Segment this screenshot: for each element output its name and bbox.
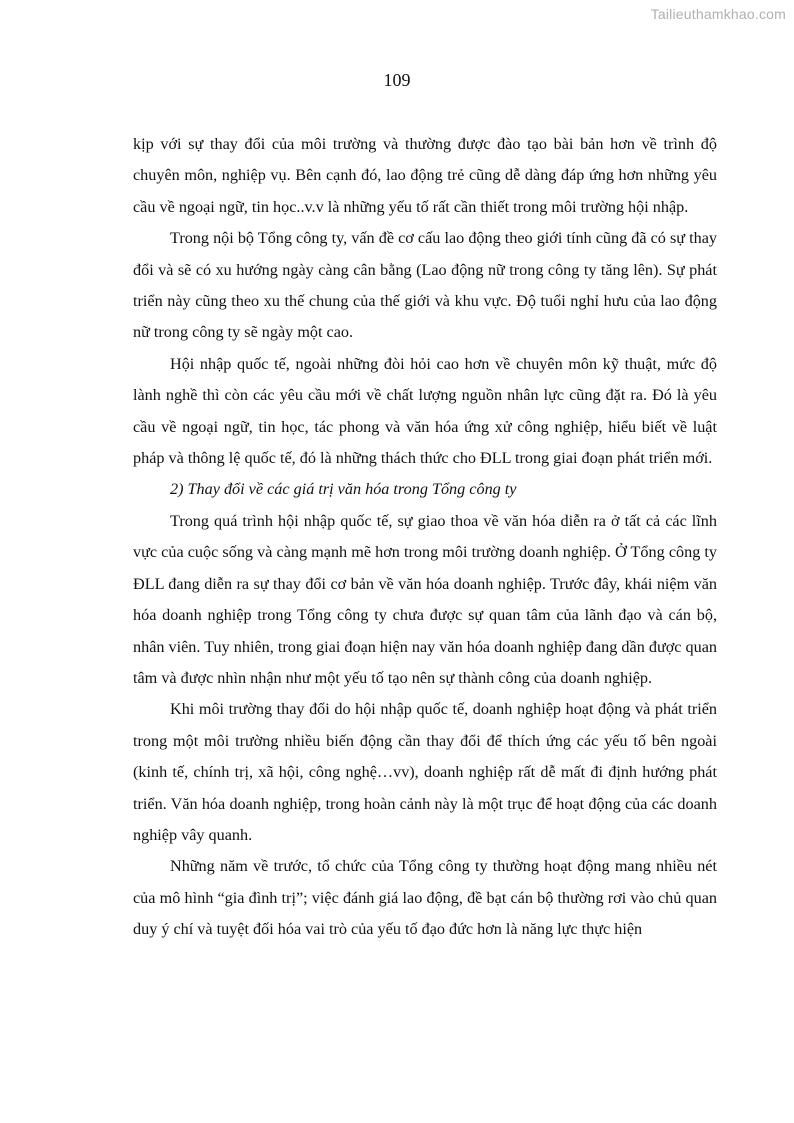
paragraph-integration-requirements: Hội nhập quốc tế, ngoài những đòi hỏi cao hơn về chuyên môn kỹ thuật, mức độ lành nghề thì còn các yêu cầu mới về chất lượng nguồn nhân lực cũng đặt ra. Đó là yêu cầu về ngoại ngữ, tin học, tác phong và văn hóa ứng xử công nghiệp, hiểu biết về luật pháp và thông lệ quốc tế, đó là những thách thức cho ĐLL trong giai đoạn phát triển mới.: [133, 354, 717, 468]
section-heading: 2) Thay đổi về các giá trị văn hóa trong Tổng công ty: [170, 480, 517, 499]
paragraph-past-organization: Những năm về trước, tổ chức của Tổng công ty thường hoạt động mang nhiều nét của mô hình “gia đình trị”; việc đánh giá lao động, đề bạt cán bộ thường rơi vào chủ quan duy ý chí và tuyệt đối hóa vai trò của yếu tố đạo đức hơn là năng lực thực hiện: [133, 857, 717, 939]
page-number: 109: [383, 70, 411, 90]
paragraph-cultural-exchange: Trong quá trình hội nhập quốc tế, sự giao thoa về văn hóa diễn ra ở tất cả các lĩnh vực của cuộc sống và càng mạnh mẽ hơn trong môi trường doanh nghiệp. Ở Tổng công ty ĐLL đang diễn ra sự thay đổi cơ bản về văn hóa doanh nghiệp. Trước đây, khái niệm văn hóa doanh nghiệp trong Tổng công ty chưa được sự quan tâm của lãnh đạo và cán bộ, nhân viên. Tuy nhiên, trong giai đoạn hiện nay văn hóa doanh nghiệp đang dần được quan tâm và được nhìn nhận như một yếu tố tạo nên sự thành công của doanh nghiệp.: [133, 511, 717, 687]
paragraph-gender-structure: Trong nội bộ Tổng công ty, vấn đề cơ cấu lao động theo giới tính cũng đã có sự thay đổi và sẽ có xu hướng ngày càng cân bằng (Lao động nữ trong công ty tăng lên). Sự phát triển này cũng theo xu thế chung của thế giới và khu vực. Độ tuổi nghỉ hưu của lao động nữ trong công ty sẽ ngày một cao.: [133, 229, 717, 342]
paragraph-continued: kịp với sự thay đổi của môi trường và thường được đào tạo bài bản hơn về trình độ chuyên môn, nghiệp vụ. Bên cạnh đó, lao động trẻ cũng dễ dàng đáp ứng hơn những yêu cầu về ngoại ngữ, tin học..v.v là những yếu tố rất cần thiết trong môi trường hội nhập.: [133, 135, 717, 216]
site-watermark: Tailieuthamkhao.com: [650, 6, 786, 22]
document-body: [133, 129, 717, 946]
paragraph-environment-change: Khi môi trường thay đổi do hội nhập quốc tế, doanh nghiệp hoạt động và phát triển trong một môi trường nhiều biến động cần thay đổi để thích ứng các yếu tố bên ngoài (kinh tế, chính trị, xã hội, công nghệ…vv), doanh nghiệp rất dễ mất đi định hướng phát triển. Văn hóa doanh nghiệp, trong hoàn cảnh này là một trục để hoạt động của các doanh nghiệp vây quanh.: [133, 700, 717, 844]
